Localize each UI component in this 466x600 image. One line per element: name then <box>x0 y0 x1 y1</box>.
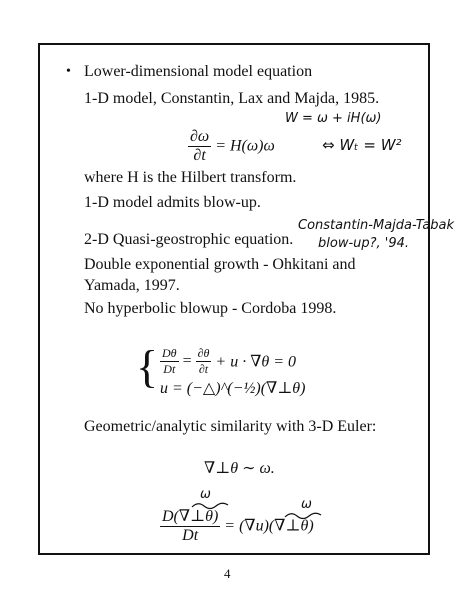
handwritten-omega-1: ω <box>200 487 211 502</box>
model-reference-line: 1-D model, Constantin, Lax and Majda, 1985. <box>84 90 380 107</box>
sys-line-1-rhs: + u · ∇θ = 0 <box>215 353 297 371</box>
final-fraction <box>160 506 220 545</box>
sys-frac-1-den: Dt <box>163 362 176 376</box>
handwritten-w-definition: W = ω + iH(ω) <box>285 111 382 126</box>
page-number: 4 <box>224 566 231 581</box>
handwritten-wt-equation: ⇔ Wₜ = W² <box>322 136 402 154</box>
hilbert-note: where H is the Hilbert transform. <box>84 169 297 186</box>
double-exp-line-1: Double exponential growth - Ohkitani and <box>84 256 356 273</box>
bullet-marker: • <box>66 64 71 79</box>
final-denominator: Dt <box>182 527 199 544</box>
sys-frac-1-num: Dθ <box>162 346 177 360</box>
sys-frac-1 <box>160 346 179 377</box>
final-equation <box>160 506 314 545</box>
handwritten-cmt-2: blow-up?, '94. <box>318 236 410 251</box>
system-line-2: u = (−△)^(−½)(∇⊥θ) <box>160 380 306 397</box>
eq1-numerator: ∂ω <box>190 128 210 145</box>
eq1-fraction <box>188 128 211 165</box>
handwritten-omega-2: ω <box>301 497 312 512</box>
sys-frac-2-num: ∂θ <box>197 346 210 360</box>
final-rhs: = (∇u)(∇⊥θ) <box>224 517 314 535</box>
sys-frac-2 <box>196 346 212 377</box>
sys-frac-2-den: ∂t <box>198 362 209 376</box>
system-brace: { <box>136 341 159 392</box>
eq1-denominator: ∂t <box>193 147 206 164</box>
similarity-equation: ∇⊥θ ∼ ω. <box>204 460 275 477</box>
equation-1d-model <box>188 128 275 165</box>
eq1-rhs: = H(ω)ω <box>215 137 275 155</box>
similarity-line: Geometric/analytic similarity with 3-D Euler: <box>84 418 377 435</box>
double-exp-line-2: Yamada, 1997. <box>84 277 180 294</box>
final-numerator: D(∇⊥θ) <box>162 508 219 525</box>
slide-title: Lower-dimensional model equation <box>84 63 313 80</box>
system-line-1: $\frac{D\theta}{Dt}$ = $\frac{\partial\theta}{\partial t}$ + u · ∇θ = 0 <box>162 346 297 376</box>
no-hyperbolic-line: No hyperbolic blowup - Cordoba 1998. <box>84 300 337 317</box>
handwritten-cmt-1: Constantin-Majda-Tabak <box>298 218 455 233</box>
blowup-note: 1-D model admits blow-up. <box>84 194 261 211</box>
qg-equation-line: 2-D Quasi-geostrophic equation. <box>84 231 294 248</box>
